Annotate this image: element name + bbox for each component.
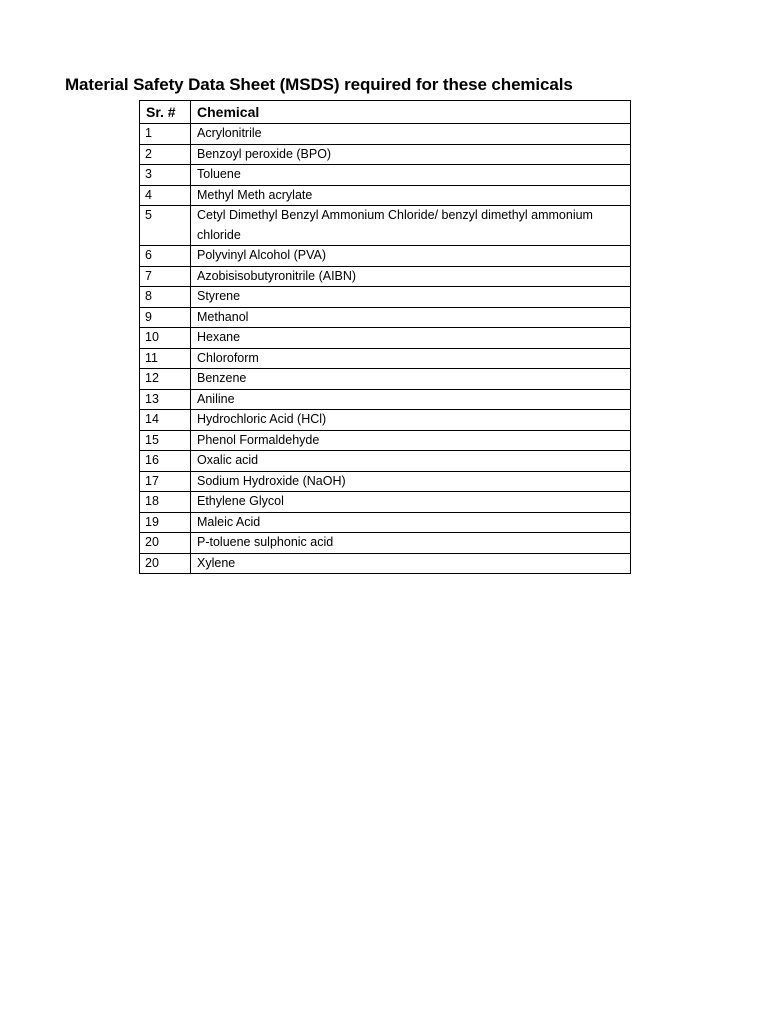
sr-number-cell: 2: [140, 144, 191, 165]
table-row: [140, 307, 631, 328]
table-row: [140, 471, 631, 492]
chemical-name-cell: Phenol Formaldehyde: [191, 430, 631, 451]
table-row: [140, 124, 631, 145]
chemical-name-cell: Benzoyl peroxide (BPO): [191, 144, 631, 165]
sr-number-cell: 15: [140, 430, 191, 451]
column-header-sr: Sr. #: [140, 101, 191, 124]
chemical-name-cell: Ethylene Glycol: [191, 492, 631, 513]
table-row: [140, 144, 631, 165]
table-row: [140, 287, 631, 308]
sr-number-cell: 19: [140, 512, 191, 533]
table-row: [140, 185, 631, 206]
table-row: [140, 410, 631, 431]
table-row: [140, 348, 631, 369]
table-header-row: [140, 101, 631, 124]
page-title: Material Safety Data Sheet (MSDS) required for these chemicals: [65, 75, 573, 94]
table-row: [140, 389, 631, 410]
table-row: [140, 246, 631, 267]
sr-number-cell: 9: [140, 307, 191, 328]
sr-number-cell: 13: [140, 389, 191, 410]
sr-number-cell: 14: [140, 410, 191, 431]
column-header-chemical: Chemical: [191, 101, 631, 124]
table-row: [140, 369, 631, 390]
table-row: [140, 266, 631, 287]
chemical-name-cell: Hydrochloric Acid (HCl): [191, 410, 631, 431]
sr-number-cell: 20: [140, 553, 191, 574]
table-row: [140, 430, 631, 451]
table-row: [140, 451, 631, 472]
sr-number-cell: 7: [140, 266, 191, 287]
sr-number-cell: 10: [140, 328, 191, 349]
table-row: [140, 492, 631, 513]
sr-number-cell: 3: [140, 165, 191, 186]
chemical-name-cell: Cetyl Dimethyl Benzyl Ammonium Chloride/ benzyl dimethyl ammonium chloride: [191, 206, 631, 246]
chemical-name-cell: Polyvinyl Alcohol (PVA): [191, 246, 631, 267]
chemical-name-cell: Hexane: [191, 328, 631, 349]
chemical-name-cell: Maleic Acid: [191, 512, 631, 533]
chemical-name-cell: Toluene: [191, 165, 631, 186]
table-row: [140, 533, 631, 554]
chemical-name-cell: Methyl Meth acrylate: [191, 185, 631, 206]
chemical-name-cell: Styrene: [191, 287, 631, 308]
sr-number-cell: 17: [140, 471, 191, 492]
sr-number-cell: 12: [140, 369, 191, 390]
chemical-name-cell: Xylene: [191, 553, 631, 574]
sr-number-cell: 11: [140, 348, 191, 369]
sr-number-cell: 20: [140, 533, 191, 554]
chemical-name-cell: Chloroform: [191, 348, 631, 369]
table-body: [140, 124, 631, 574]
sr-number-cell: 1: [140, 124, 191, 145]
chemical-name-cell: Benzene: [191, 369, 631, 390]
table-row: [140, 165, 631, 186]
table-row: [140, 553, 631, 574]
chemical-name-cell: Methanol: [191, 307, 631, 328]
chemical-name-cell: Oxalic acid: [191, 451, 631, 472]
chemicals-table: [139, 100, 631, 574]
chemical-name-cell: Acrylonitrile: [191, 124, 631, 145]
table-row: [140, 328, 631, 349]
chemical-name-cell: Azobisisobutyronitrile (AIBN): [191, 266, 631, 287]
sr-number-cell: 6: [140, 246, 191, 267]
sr-number-cell: 8: [140, 287, 191, 308]
sr-number-cell: 16: [140, 451, 191, 472]
chemical-name-cell: P-toluene sulphonic acid: [191, 533, 631, 554]
chemical-name-cell: Aniline: [191, 389, 631, 410]
sr-number-cell: 4: [140, 185, 191, 206]
sr-number-cell: 5: [140, 206, 191, 246]
chemical-name-cell: Sodium Hydroxide (NaOH): [191, 471, 631, 492]
table-row: [140, 206, 631, 246]
table-row: [140, 512, 631, 533]
sr-number-cell: 18: [140, 492, 191, 513]
